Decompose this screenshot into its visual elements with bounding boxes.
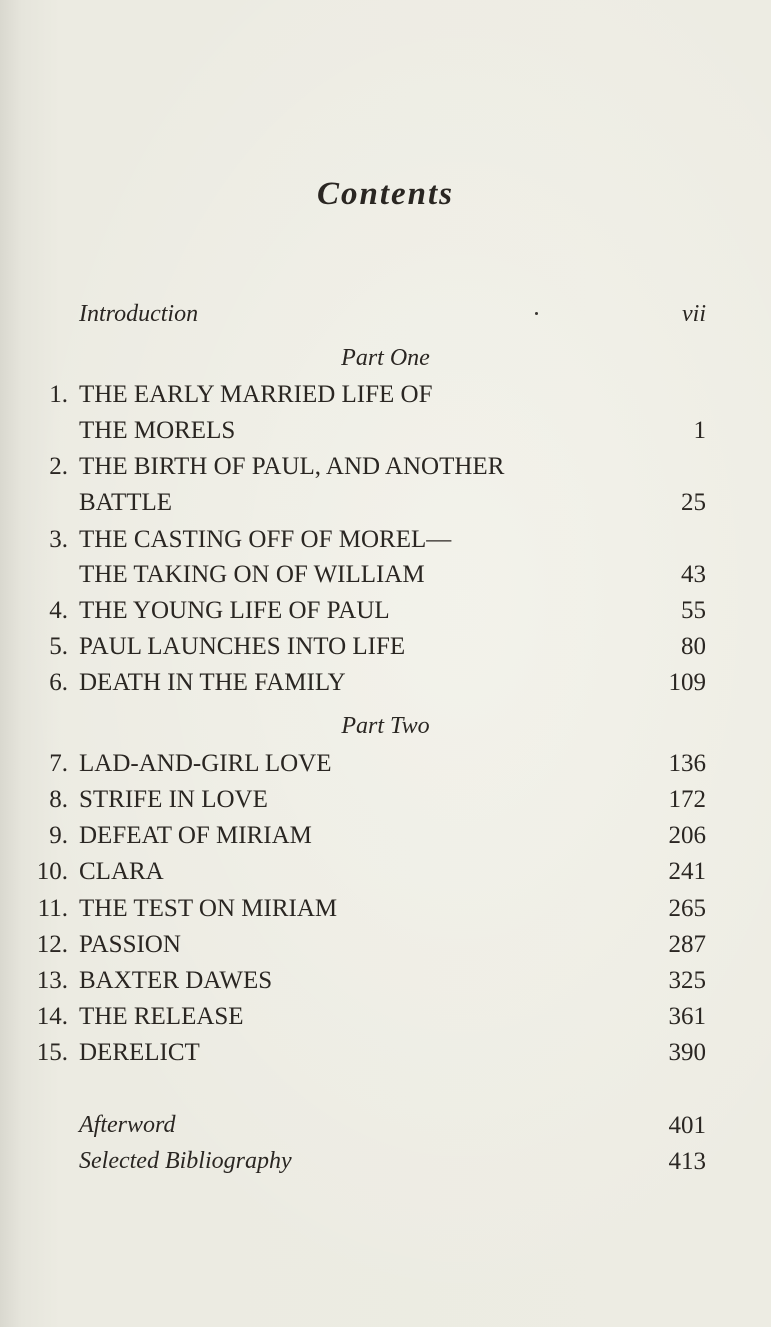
toc-entry-chapter-2	[0, 453, 771, 487]
toc-entry-chapter-3-cont	[0, 561, 771, 595]
chapter-page: 241	[668, 858, 706, 885]
toc-entry-chapter-13	[0, 967, 771, 1001]
chapter-number: 6.	[49, 669, 68, 696]
chapter-number: 3.	[49, 526, 68, 553]
chapter-title-line: THE BIRTH OF PAUL, AND ANOTHER	[79, 453, 505, 480]
chapter-title-line: THE TAKING ON OF WILLIAM	[79, 561, 425, 588]
chapter-title-line: PAUL LAUNCHES INTO LIFE	[79, 633, 406, 660]
chapter-page: 325	[668, 967, 706, 994]
chapter-title-line: DERELICT	[79, 1039, 200, 1066]
toc-entry-chapter-12	[0, 931, 771, 965]
toc-entry-chapter-8	[0, 786, 771, 820]
toc-entry-chapter-11	[0, 895, 771, 929]
chapter-title-line: LAD-AND-GIRL LOVE	[79, 750, 332, 777]
entry-page: 413	[668, 1148, 706, 1175]
chapter-page: 265	[668, 895, 706, 922]
entry-label: Selected Bibliography	[79, 1148, 292, 1174]
chapter-number: 1.	[49, 381, 68, 408]
chapter-title-line: THE MORELS	[79, 417, 236, 444]
toc-entry-bibliography	[0, 1148, 771, 1182]
contents-heading: Contents	[316, 176, 455, 212]
chapter-title-line: STRIFE IN LOVE	[79, 786, 268, 813]
chapter-number: 10.	[36, 858, 68, 885]
chapter-page: 172	[668, 786, 706, 813]
chapter-number: 11.	[37, 895, 68, 922]
chapter-page: 287	[668, 931, 706, 958]
chapter-page: 361	[668, 1003, 706, 1030]
chapter-number: 5.	[49, 633, 68, 660]
chapter-number: 8.	[49, 786, 68, 813]
entry-label: Afterword	[79, 1112, 176, 1138]
chapter-page: 55	[681, 597, 706, 624]
chapter-title-line: PASSION	[79, 931, 181, 958]
toc-entry-chapter-3	[0, 526, 771, 560]
chapter-title-line: CLARA	[79, 858, 164, 885]
toc-entry-chapter-2-cont	[0, 489, 771, 523]
entry-page: 401	[668, 1112, 706, 1139]
chapter-page: 390	[668, 1039, 706, 1066]
chapter-title-line: DEATH IN THE FAMILY	[79, 669, 346, 696]
chapter-number: 4.	[49, 597, 68, 624]
entry-page: vii	[682, 301, 706, 327]
toc-entry-chapter-1-cont	[0, 417, 771, 451]
toc-entry-chapter-9	[0, 822, 771, 856]
toc-entry-chapter-14	[0, 1003, 771, 1037]
chapter-title-line: THE CASTING OFF OF MOREL—	[79, 526, 452, 553]
toc-entry-introduction	[0, 301, 771, 335]
toc-entry-chapter-15	[0, 1039, 771, 1073]
toc-entry-chapter-1	[0, 381, 771, 415]
chapter-number: 15.	[36, 1039, 68, 1066]
entry-label: Introduction	[79, 301, 199, 327]
ink-speck	[535, 312, 538, 315]
chapter-title-line: THE TEST ON MIRIAM	[79, 895, 338, 922]
part-two-heading: Part Two	[341, 713, 430, 739]
chapter-title-line: THE YOUNG LIFE OF PAUL	[79, 597, 390, 624]
part-one-heading: Part One	[341, 345, 430, 371]
toc-entry-afterword	[0, 1112, 771, 1146]
toc-entry-chapter-10	[0, 858, 771, 892]
toc-entry-chapter-7	[0, 750, 771, 784]
chapter-page: 136	[668, 750, 706, 777]
chapter-page: 43	[681, 561, 706, 588]
chapter-title-line: DEFEAT OF MIRIAM	[79, 822, 312, 849]
chapter-page: 206	[668, 822, 706, 849]
chapter-title-line: THE RELEASE	[79, 1003, 244, 1030]
chapter-title-line: BAXTER DAWES	[79, 967, 273, 994]
chapter-number: 2.	[49, 453, 68, 480]
toc-entry-chapter-6	[0, 669, 771, 703]
chapter-number: 14.	[36, 1003, 68, 1030]
chapter-title-line: BATTLE	[79, 489, 173, 516]
chapter-page: 25	[681, 489, 706, 516]
chapter-page: 109	[668, 669, 706, 696]
chapter-number: 7.	[49, 750, 68, 777]
toc-entry-chapter-5	[0, 633, 771, 667]
chapter-page: 1	[693, 417, 706, 444]
chapter-number: 13.	[36, 967, 68, 994]
toc-entry-chapter-4	[0, 597, 771, 631]
chapter-number: 9.	[49, 822, 68, 849]
chapter-title-line: THE EARLY MARRIED LIFE OF	[79, 381, 433, 408]
chapter-number: 12.	[36, 931, 68, 958]
chapter-page: 80	[681, 633, 706, 660]
